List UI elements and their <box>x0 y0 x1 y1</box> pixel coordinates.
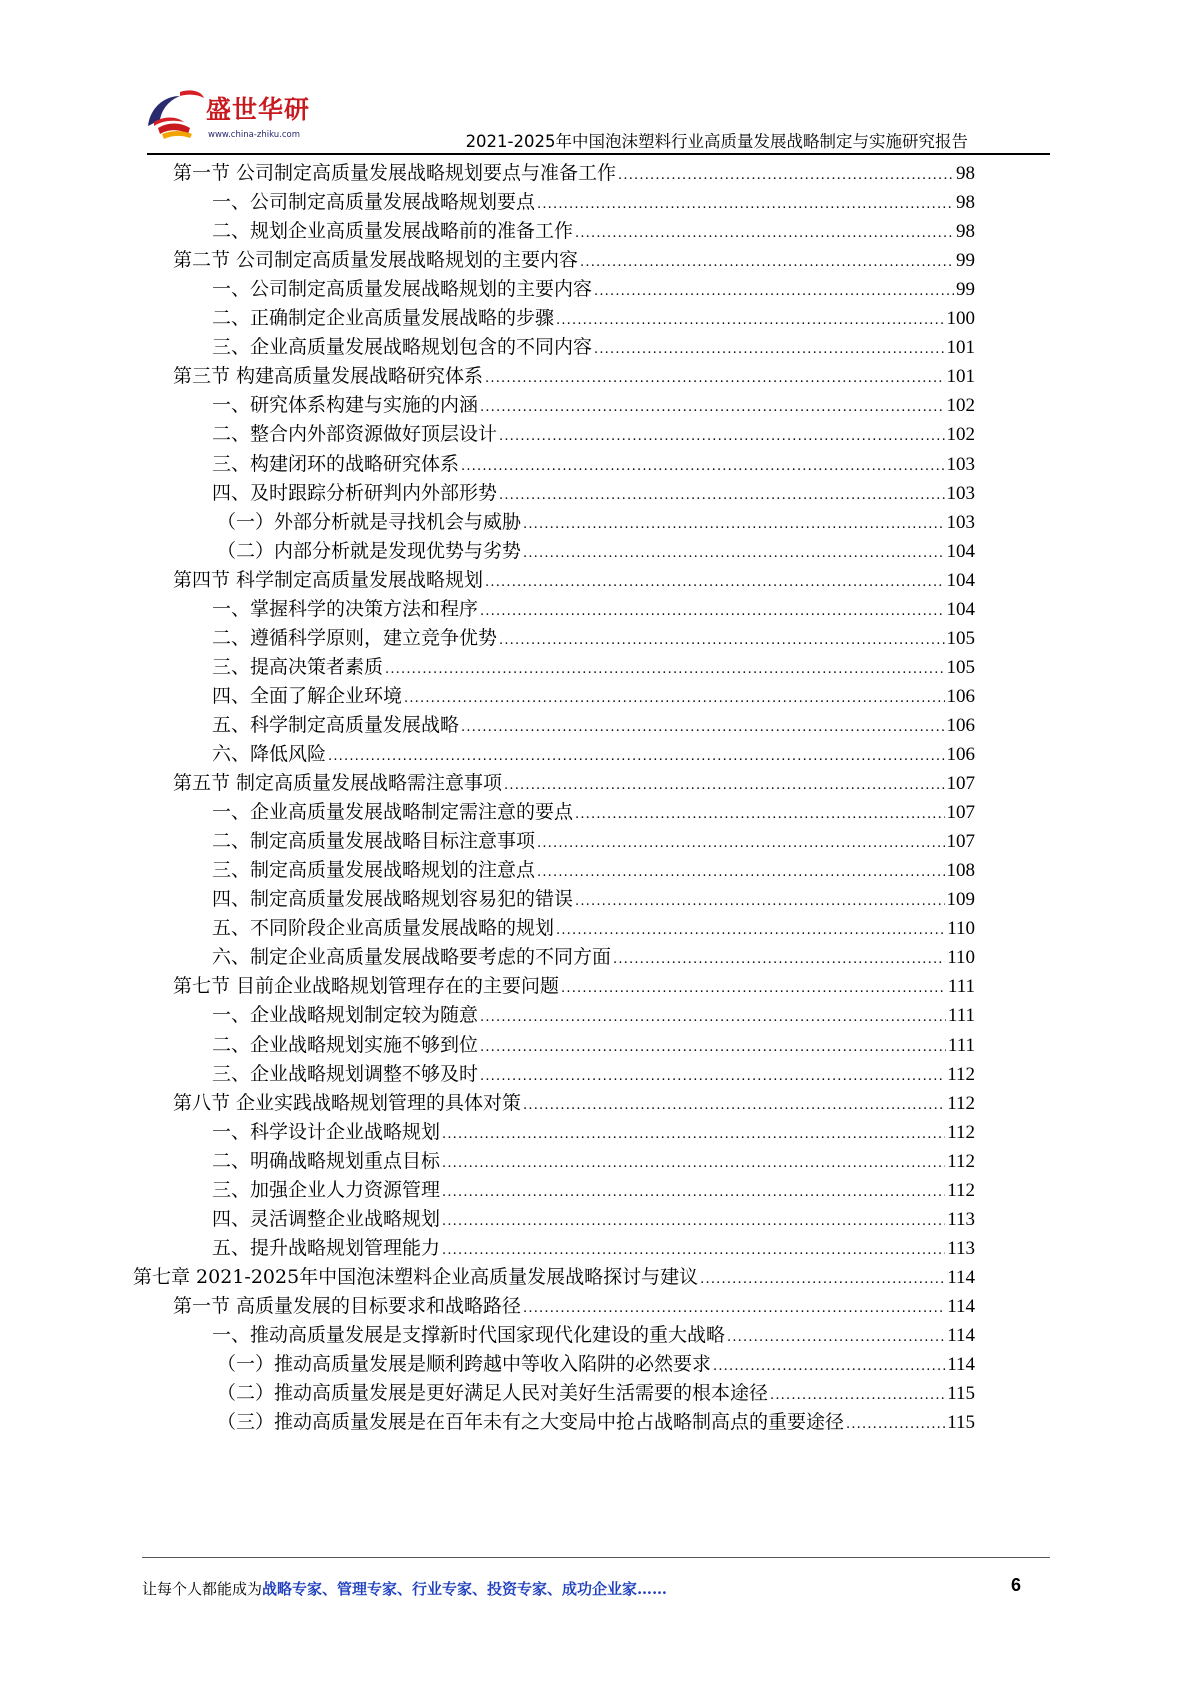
toc-entry-page: 99 <box>956 279 975 301</box>
toc-entry-title: 四、制定高质量发展战略规划容易犯的错误 <box>212 888 574 911</box>
toc-entry[interactable] <box>212 739 975 770</box>
toc-entry-title: 第四节 科学制定高质量发展战略规划 <box>173 568 484 591</box>
toc-entry-title: 四、及时跟踪分析研判内外部形势 <box>212 481 498 504</box>
toc-entry-title: 三、构建闭环的战略研究体系 <box>212 452 460 475</box>
page-number: 6 <box>1011 1575 1022 1595</box>
toc-entry[interactable] <box>212 1175 975 1206</box>
toc-entry[interactable] <box>212 419 975 450</box>
toc-entry-title: 二、制定高质量发展战略目标注意事项 <box>212 830 536 853</box>
toc-entry[interactable] <box>212 797 975 828</box>
toc-entry-title: 一、企业高质量发展战略制定需注意的要点 <box>212 801 574 824</box>
toc-entry-page: 103 <box>946 482 975 504</box>
toc-entry[interactable] <box>212 855 975 886</box>
toc-entry-page: 112 <box>947 1121 975 1143</box>
toc-entry[interactable] <box>212 710 975 741</box>
toc-entry-page: 106 <box>946 744 975 765</box>
toc-entry[interactable] <box>212 826 975 857</box>
toc-entry-title: 五、不同阶段企业高质量发展战略的规划 <box>212 917 555 940</box>
logo-text: 盛世华研 <box>206 95 311 124</box>
toc-entry-page: 114 <box>947 1295 975 1317</box>
toc-entry-page: 101 <box>946 366 975 388</box>
toc-entry[interactable] <box>217 536 975 567</box>
toc-entry-title: 第二节 公司制定高质量发展战略规划的主要内容 <box>173 249 579 272</box>
toc-entry[interactable] <box>173 1291 975 1322</box>
toc-entry[interactable] <box>133 1262 975 1293</box>
page-header <box>0 0 1191 152</box>
toc-entry[interactable] <box>212 303 975 334</box>
toc-entry[interactable] <box>217 1407 975 1438</box>
toc-entry[interactable] <box>212 274 975 305</box>
toc-entry-title: 五、提升战略规划管理能力 <box>212 1236 441 1259</box>
toc-entry-title: （一）推动高质量发展是顺利跨越中等收入陷阱的必然要求 <box>217 1353 712 1376</box>
toc-entry[interactable] <box>212 942 975 973</box>
toc-entry[interactable] <box>173 361 975 392</box>
toc-entry[interactable] <box>212 1204 975 1235</box>
toc-entry-page: 112 <box>947 1150 975 1172</box>
toc-entry[interactable] <box>212 390 975 421</box>
toc-entry-title: （三）推动高质量发展是在百年未有之大变局中抢占战略制高点的重要途径 <box>217 1411 845 1434</box>
toc-dot-leader <box>846 1409 945 1440</box>
toc-entry-page: 107 <box>946 802 975 824</box>
toc-entry[interactable] <box>212 594 975 625</box>
header-divider <box>147 153 1050 155</box>
toc-entry-page: 98 <box>956 163 975 184</box>
toc-entry-page: 106 <box>946 685 975 707</box>
toc-entry-title: 二、企业战略规划实施不够到位 <box>212 1033 479 1056</box>
toc-entry-page: 100 <box>946 308 975 330</box>
toc-entry-page: 113 <box>947 1237 975 1259</box>
toc-entry-title: 五、科学制定高质量发展战略 <box>212 713 460 736</box>
toc-entry-title: （二）内部分析就是发现优势与劣势 <box>217 539 522 562</box>
toc-entry[interactable] <box>173 245 975 276</box>
toc-entry-title: 二、明确战略规划重点目标 <box>212 1149 441 1172</box>
toc-entry-title: 六、降低风险 <box>212 743 327 765</box>
toc-entry-title: 二、正确制定企业高质量发展战略的步骤 <box>212 307 555 330</box>
toc-entry-page: 110 <box>947 947 975 969</box>
toc-entry-title: 一、企业战略规划制定较为随意 <box>212 1004 479 1027</box>
toc-entry-title: 第七章 2021-2025年中国泡沫塑料企业高质量发展战略探讨与建议 <box>133 1265 699 1288</box>
toc-entry-page: 110 <box>947 918 975 940</box>
toc-entry-page: 112 <box>947 1179 975 1201</box>
toc-entry-page: 108 <box>946 860 975 882</box>
toc-entry-page: 102 <box>946 395 975 417</box>
toc-entry[interactable] <box>212 1320 975 1351</box>
book-logo-icon <box>140 86 206 142</box>
toc-entry[interactable] <box>212 1030 975 1061</box>
toc-entry-title: 二、遵循科学原则，建立竞争优势 <box>212 626 498 649</box>
company-logo <box>140 80 320 150</box>
toc-entry-page: 103 <box>946 453 975 475</box>
toc-entry[interactable] <box>212 1000 975 1031</box>
toc-entry-page: 107 <box>946 831 975 853</box>
toc-entry-title: 一、掌握科学的决策方法和程序 <box>212 597 479 620</box>
toc-entry[interactable] <box>212 623 975 654</box>
toc-entry-page: 98 <box>956 192 975 214</box>
toc-entry-title: 三、企业战略规划调整不够及时 <box>212 1062 479 1085</box>
toc-entry[interactable] <box>212 1059 975 1090</box>
toc-entry-page: 112 <box>947 1092 975 1114</box>
report-title: 2021-2025年中国泡沫塑料行业高质量发展战略制定与实施研究报告 <box>465 132 968 151</box>
toc-entry-title: 二、规划企业高质量发展战略前的准备工作 <box>212 220 574 243</box>
toc-entry-title: 一、公司制定高质量发展战略规划要点 <box>212 191 536 214</box>
toc-entry[interactable] <box>173 565 975 596</box>
toc-entry-title: 三、企业高质量发展战略规划包含的不同内容 <box>212 336 593 359</box>
toc-entry-page: 111 <box>947 976 975 998</box>
toc-entry[interactable] <box>173 1088 975 1119</box>
toc-entry-title: 第一节 公司制定高质量发展战略规划要点与准备工作 <box>173 162 617 184</box>
toc-entry-title: 第五节 制定高质量发展战略需注意事项 <box>173 772 503 795</box>
slogan-highlight: 战略专家、管理专家、行业专家、投资专家、成功企业家…… <box>262 1580 668 1598</box>
toc-entry-title: 二、整合内外部资源做好顶层设计 <box>212 423 498 446</box>
toc-entry-page: 111 <box>947 1034 975 1056</box>
toc-entry-page: 107 <box>946 773 975 795</box>
toc-entry[interactable] <box>212 332 975 363</box>
toc-entry-page: 115 <box>947 1383 975 1405</box>
footer-slogan <box>142 1578 667 1599</box>
toc-entry-title: 三、制定高质量发展战略规划的注意点 <box>212 859 536 882</box>
footer-divider <box>142 1557 1050 1558</box>
toc-entry-title: 四、灵活调整企业战略规划 <box>212 1207 441 1230</box>
toc-entry[interactable] <box>217 507 975 538</box>
toc-entry-title: 第七节 目前企业战略规划管理存在的主要问题 <box>173 975 560 998</box>
toc-entry-title: 四、全面了解企业环境 <box>212 684 403 707</box>
toc-entry[interactable] <box>212 449 975 480</box>
toc-entry[interactable] <box>212 478 975 509</box>
toc-entry[interactable] <box>212 216 975 247</box>
toc-entry[interactable] <box>217 1378 975 1409</box>
toc-entry[interactable] <box>212 652 975 683</box>
toc-entry-page: 98 <box>956 221 975 243</box>
toc-entry-page: 103 <box>946 511 975 533</box>
toc-entry-title: 第一节 高质量发展的目标要求和战略路径 <box>173 1294 522 1317</box>
toc-entry[interactable] <box>212 884 975 915</box>
toc-entry-page: 114 <box>947 1354 975 1376</box>
toc-entry[interactable] <box>212 187 975 218</box>
toc-entry-page: 106 <box>946 714 975 736</box>
toc-entry[interactable] <box>217 1349 975 1380</box>
toc-entry-title: 第三节 构建高质量发展战略研究体系 <box>173 365 484 388</box>
toc-entry[interactable] <box>212 1117 975 1148</box>
toc-entry-page: 114 <box>947 1325 975 1346</box>
toc-entry[interactable] <box>212 1146 975 1177</box>
toc-entry-title: 一、研究体系构建与实施的内涵 <box>212 394 479 417</box>
toc-entry[interactable] <box>212 1233 975 1264</box>
toc-entry-page: 115 <box>947 1412 975 1434</box>
toc-entry-page: 114 <box>947 1266 975 1288</box>
toc-entry-page: 113 <box>947 1208 975 1230</box>
slogan-prefix: 让每个人都能成为 <box>142 1580 263 1598</box>
toc-entry[interactable] <box>212 681 975 712</box>
toc-entry-page: 99 <box>956 250 975 272</box>
logo-url: www.china-zhiku.com <box>208 130 300 140</box>
toc-entry-title: （二）推动高质量发展是更好满足人民对美好生活需要的根本途径 <box>217 1382 769 1405</box>
toc-entry-page: 102 <box>946 424 975 446</box>
toc-entry-title: 六、制定企业高质量发展战略要考虑的不同方面 <box>212 946 612 969</box>
toc-entry-title: 三、提高决策者素质 <box>212 655 384 678</box>
toc-entry-page: 105 <box>946 627 975 649</box>
toc-entry-title: 一、推动高质量发展是支撑新时代国家现代化建设的重大战略 <box>212 1324 726 1346</box>
toc-entry-title: 一、公司制定高质量发展战略规划的主要内容 <box>212 278 593 301</box>
toc-entry-page: 101 <box>946 337 975 359</box>
toc-entry-title: 一、科学设计企业战略规划 <box>212 1120 441 1143</box>
toc-entry-page: 104 <box>946 569 975 591</box>
toc-entry-title: 第八节 企业实践战略规划管理的具体对策 <box>173 1091 522 1114</box>
toc-entry[interactable] <box>173 158 975 189</box>
toc-entry[interactable] <box>173 971 975 1002</box>
toc-entry-title: （一）外部分析就是寻找机会与威胁 <box>217 510 522 533</box>
toc-entry-page: 104 <box>946 598 975 620</box>
toc-entry[interactable] <box>212 913 975 944</box>
toc-entry-page: 104 <box>946 540 975 562</box>
toc-entry-page: 105 <box>946 656 975 678</box>
toc-entry-page: 112 <box>947 1063 975 1085</box>
toc-entry-page: 109 <box>946 889 975 911</box>
toc-entry[interactable] <box>173 768 975 799</box>
toc-entry-title: 三、加强企业人力资源管理 <box>212 1178 441 1201</box>
toc-entry-page: 111 <box>947 1005 975 1027</box>
